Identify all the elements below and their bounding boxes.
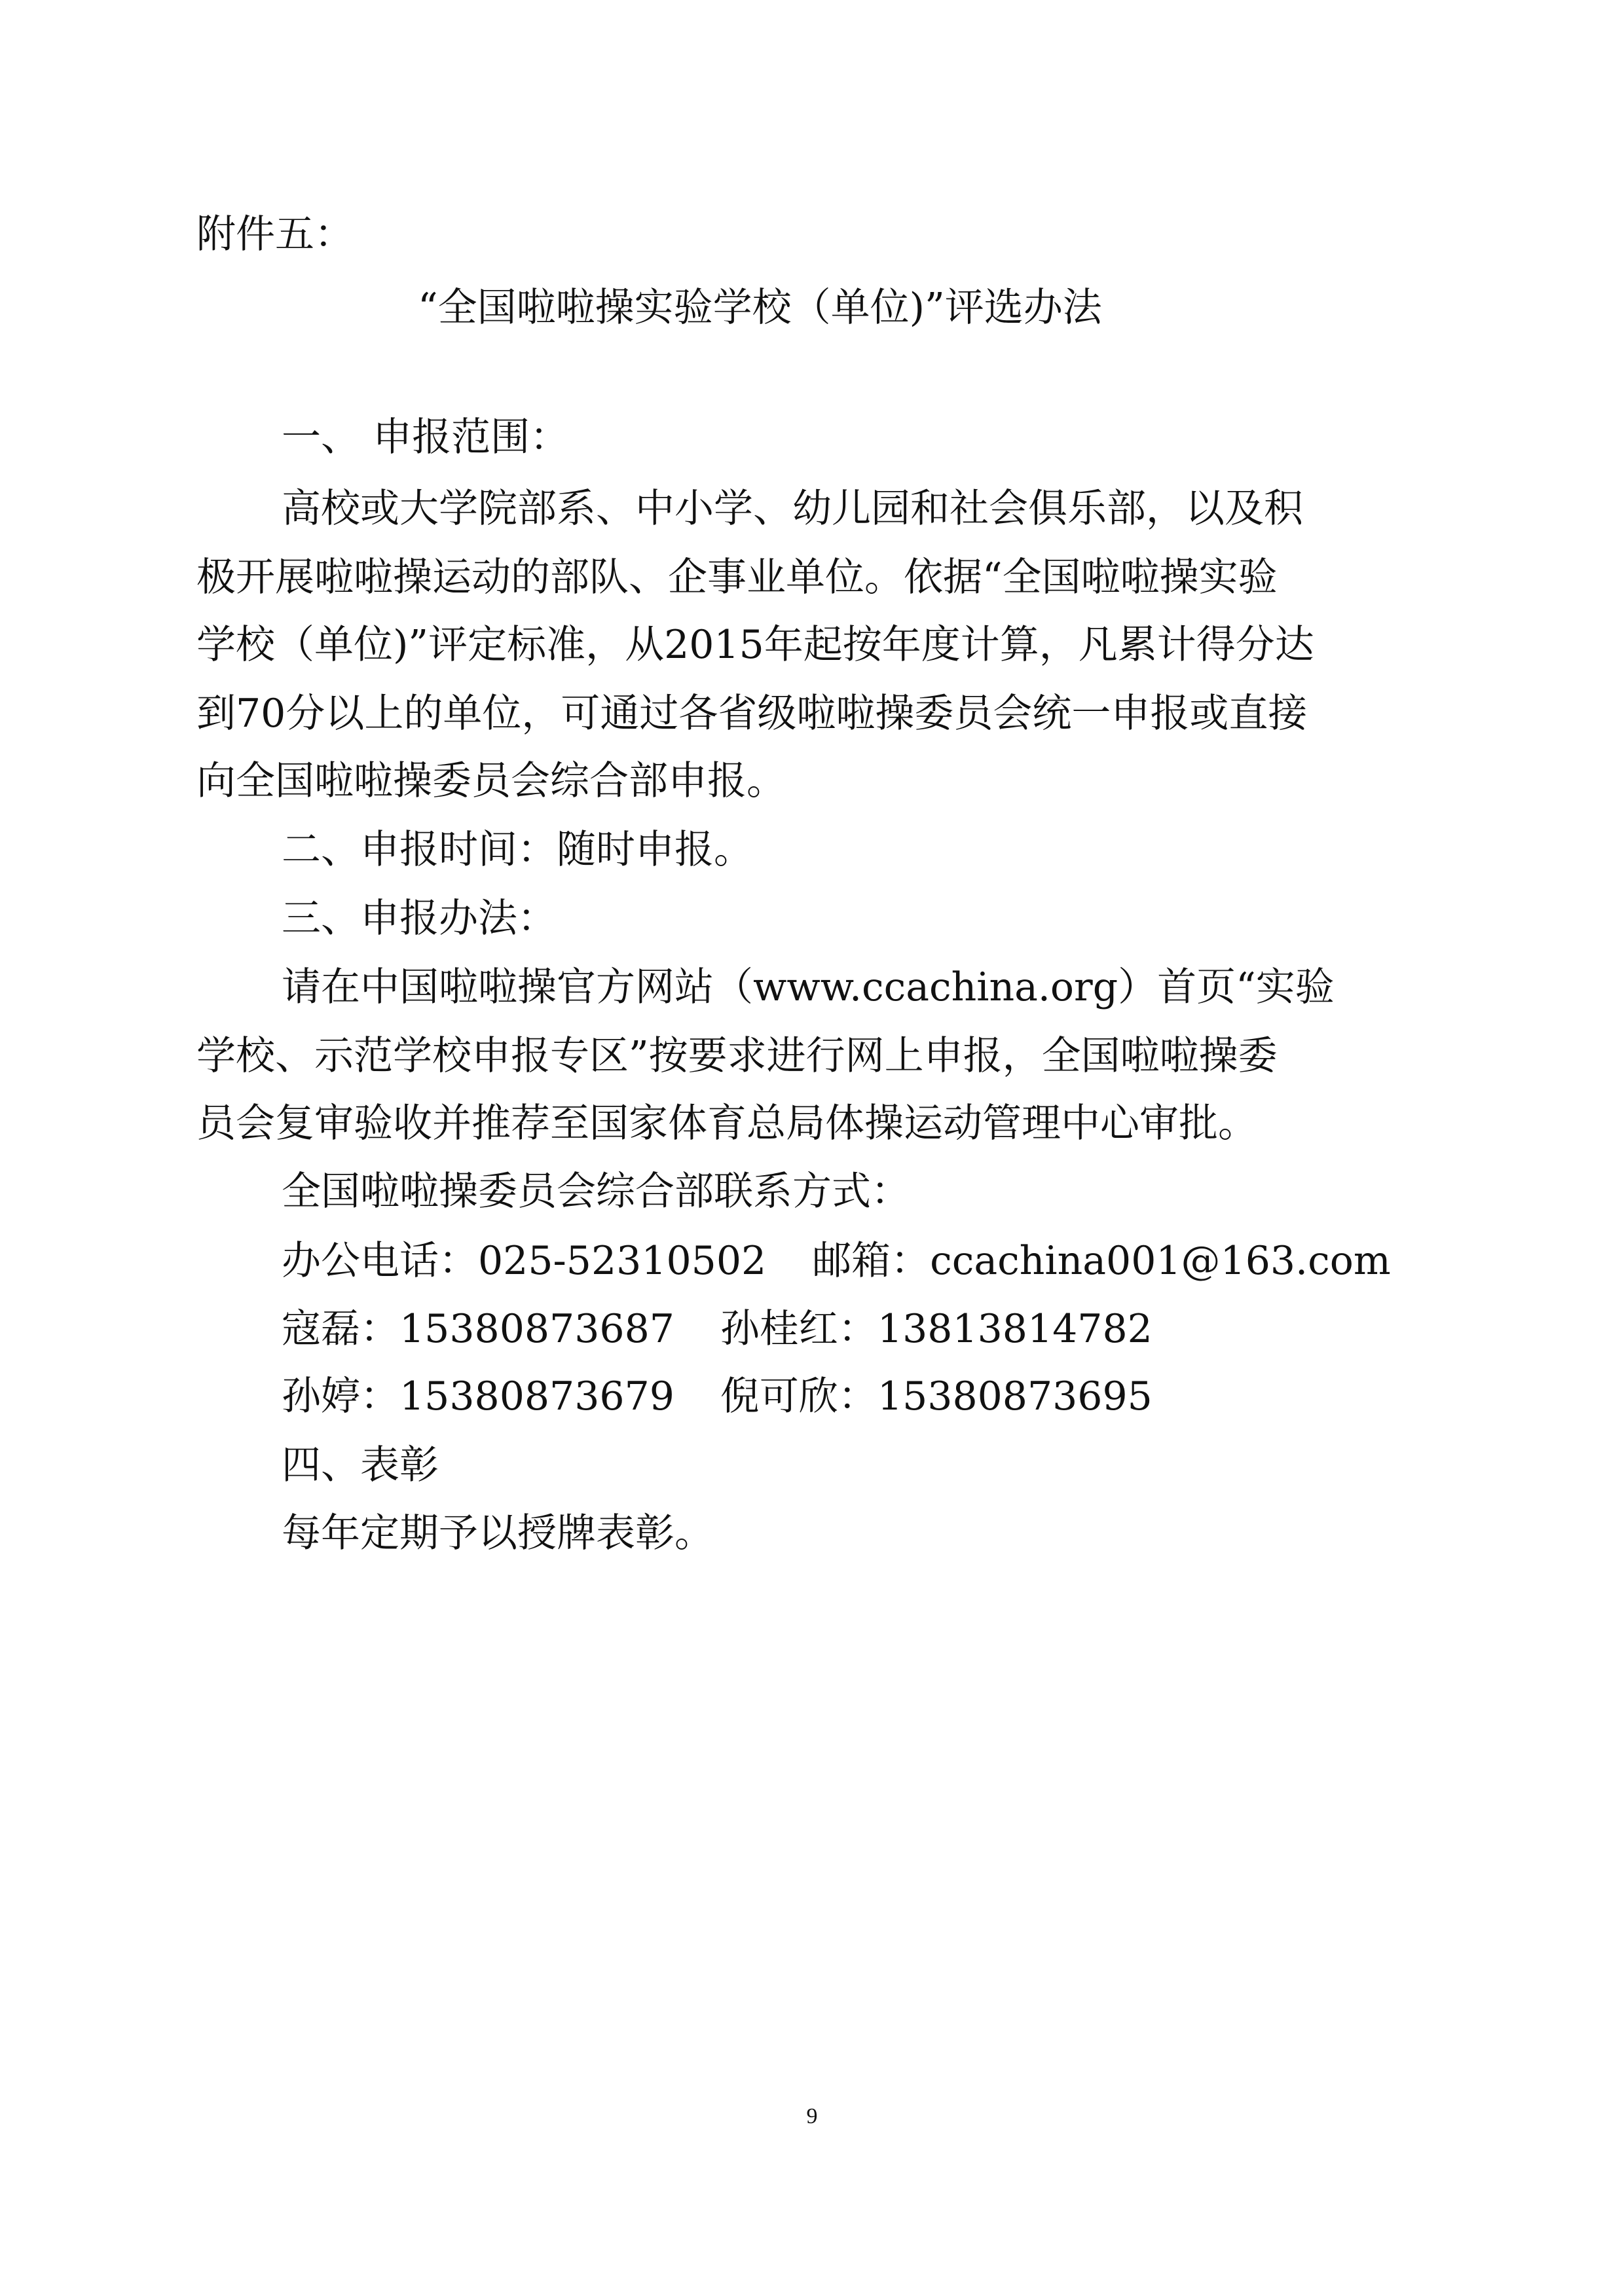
contact-person: 倪可欣：15380873695 [720,1374,1153,1419]
section1-line: 学校（单位)”评定标准，从2015年起按年度计算，凡累计得分达 [196,622,1314,668]
section2-heading: 二、申报时间：随时申报。 [282,827,753,873]
section1-heading: 一、 申报范围： [282,414,570,460]
contact-person: 寇磊：15380873687 [282,1306,674,1352]
section3-line: 学校、示范学校申报专区”按要求进行网上申报，全国啦啦操委 [196,1033,1278,1079]
page-number: 9 [806,2104,818,2128]
contact-heading: 全国啦啦操委员会综合部联系方式： [282,1169,910,1214]
document-title: “全国啦啦操实验学校（单位)”评选办法 [418,285,1102,331]
contact-row [282,1228,1391,1294]
section4-heading: 四、表彰 [282,1442,439,1488]
contact-row [282,1364,1153,1429]
section3-line: 员会复审验收并推荐至国家体育总局体操运动管理中心审批。 [196,1101,1257,1146]
contact-row [282,1296,1153,1362]
contact-person: 孙婷：15380873679 [282,1374,674,1419]
section3-line: 请在中国啦啦操官方网站（www.ccachina.org）首页“实验 [282,964,1335,1010]
contact-person: 孙桂红：13813814782 [720,1306,1153,1352]
section1-line: 向全国啦啦操委员会综合部申报。 [196,758,786,804]
office-phone: 办公电话：025-52310502 [282,1238,767,1284]
section1-line: 高校或大学院部系、中小学、幼儿园和社会俱乐部，以及积 [282,486,1303,532]
section1-line: 到70分以上的单位，可通过各省级啦啦操委员会统一申报或直接 [196,691,1308,737]
email: 邮箱：ccachina001@163.com [812,1238,1391,1284]
attachment-label: 附件五： [196,211,354,257]
section1-line: 极开展啦啦操运动的部队、企事业单位。依据“全国啦啦操实验 [196,555,1278,600]
section3-heading: 三、申报办法： [282,896,557,941]
section4-line: 每年定期予以授牌表彰。 [282,1510,714,1556]
